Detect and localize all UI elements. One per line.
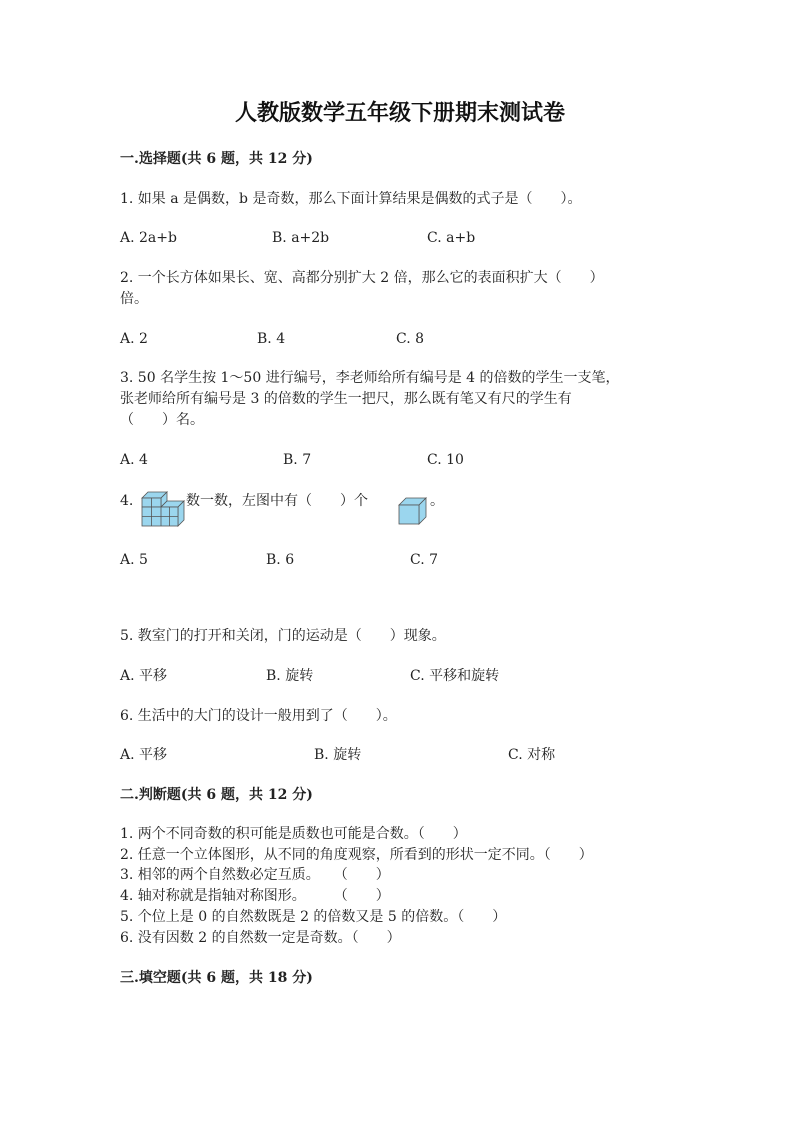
question-5: 5. 教室门的打开和关闭，门的运动是（ ）现象。 — [120, 628, 446, 644]
q2-option-c: C. 8 — [396, 331, 425, 347]
q1-option-c: C. a+b — [427, 230, 476, 246]
q6-option-c: C. 对称 — [508, 747, 556, 763]
question-4-end: 。 — [430, 493, 444, 509]
q1-option-b: B. a+2b — [272, 230, 330, 246]
question-6: 6. 生活中的大门的设计一般用到了（ ）。 — [120, 708, 397, 724]
question-2-line-2: 倍。 — [120, 291, 148, 307]
judge-item-1: 1. 两个不同奇数的积可能是质数也可能是合数。（ ） — [120, 826, 467, 842]
q6-option-b: B. 旋转 — [314, 747, 362, 763]
question-1: 1. 如果 a 是偶数，b 是奇数，那么下面计算结果是偶数的式子是（ ）。 — [120, 191, 582, 207]
q4-option-c: C. 7 — [410, 552, 439, 568]
question-4-number: 4. — [120, 493, 134, 509]
q6-option-a: A. 平移 — [120, 747, 168, 763]
judge-item-6: 6. 没有因数 2 的自然数一定是奇数。（ ） — [120, 930, 401, 946]
q1-option-a: A. 2a+b — [120, 230, 177, 246]
question-4-text: 数一数，左图中有（ ）个 — [186, 493, 368, 509]
section-header-choice: 一.选择题(共 6 题，共 12 分) — [120, 151, 313, 167]
judge-item-3: 3. 相邻的两个自然数必定互质。 （ ） — [120, 867, 390, 883]
stacked-cubes-figure — [140, 490, 186, 528]
judge-item-5: 5. 个位上是 0 的自然数既是 2 的倍数又是 5 的倍数。（ ） — [120, 909, 507, 925]
judge-item-4: 4. 轴对称就是指轴对称图形。 （ ） — [120, 888, 390, 904]
q5-option-a: A. 平移 — [120, 668, 168, 684]
section-header-fill: 三.填空题(共 6 题，共 18 分) — [120, 970, 313, 986]
q4-option-a: A. 5 — [120, 552, 148, 568]
single-cube-icon — [398, 497, 428, 525]
question-3-line-3: （ ）名。 — [120, 412, 204, 428]
q2-option-a: A. 2 — [120, 331, 148, 347]
q5-option-b: B. 旋转 — [266, 668, 314, 684]
q3-option-b: B. 7 — [283, 452, 312, 468]
judge-item-2: 2. 任意一个立体图形，从不同的角度观察，所看到的形状一定不同。（ ） — [120, 847, 593, 863]
question-3-line-2: 张老师给所有编号是 3 的倍数的学生一把尺，那么既有笔又有尺的学生有 — [120, 391, 572, 407]
question-3-line-1: 3. 50 名学生按 1～50 进行编号，李老师给所有编号是 4 的倍数的学生一支笔， — [120, 370, 620, 386]
section-header-judge: 二.判断题(共 6 题，共 12 分) — [120, 787, 313, 803]
q2-option-b: B. 4 — [257, 331, 286, 347]
q3-option-a: A. 4 — [120, 452, 148, 468]
page-title: 人教版数学五年级下册期末测试卷 — [234, 100, 565, 126]
q3-option-c: C. 10 — [427, 452, 464, 468]
q4-option-b: B. 6 — [266, 552, 295, 568]
question-2-line-1: 2. 一个长方体如果长、宽、高都分别扩大 2 倍，那么它的表面积扩大（ ） — [120, 270, 604, 286]
q5-option-c: C. 平移和旋转 — [410, 668, 500, 684]
